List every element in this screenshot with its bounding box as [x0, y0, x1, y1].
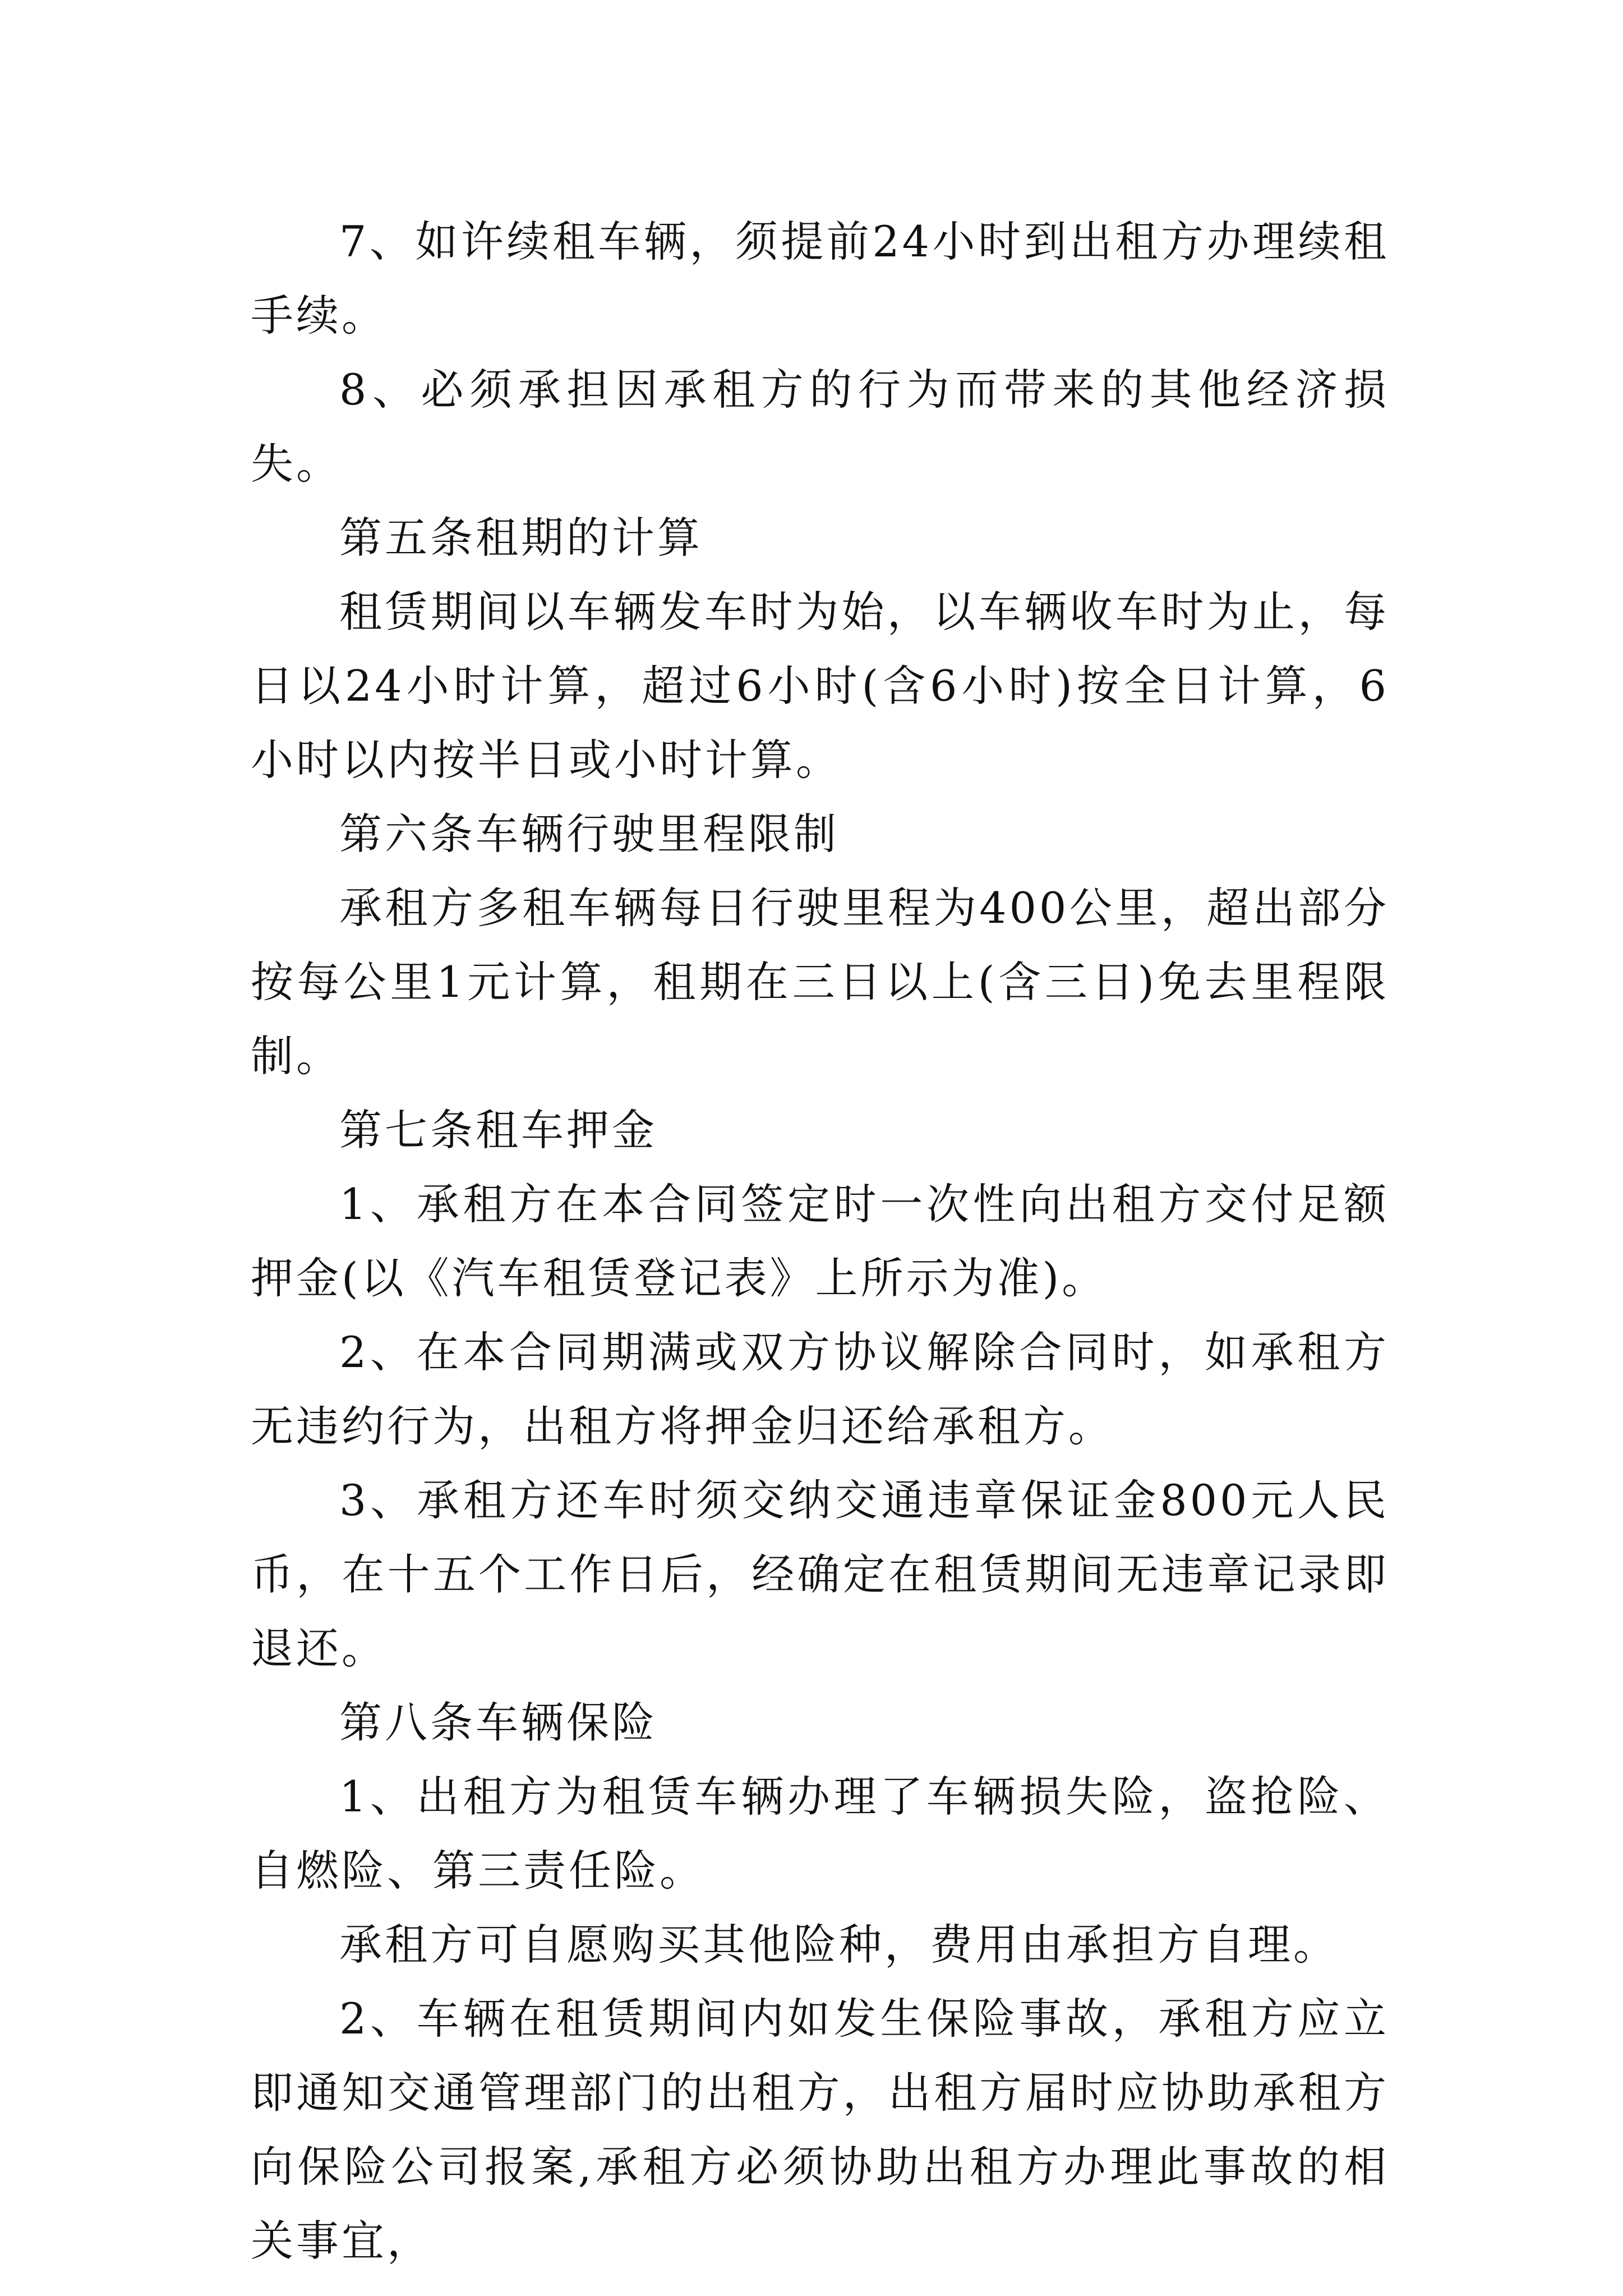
article-5-body: 租赁期间以车辆发车时为始，以车辆收车时为止，每日以24小时计算，超过6小时(含6小时)按全日计算，6小时以内按半日或小时计算。 [251, 587, 1389, 785]
article-8-item-2: 2、车辆在租赁期间内如发生保险事故，承租方应立即通知交通管理部门的出租方，出租方届时应协助承租方向保险公司报案,承租方必须协助出租方办理此事故的相关事宜， [251, 1994, 1389, 2266]
clause-item-8: 8、必须承担因承租方的行为而带来的其他经济损失。 [251, 365, 1389, 489]
article-7-heading: 第七条租车押金 [339, 1105, 657, 1155]
article-8-heading: 第八条车辆保险 [339, 1697, 657, 1747]
article-7-item-2: 2、在本合同期满或双方协议解除合同时，如承租方无违约行为，出租方将押金归还给承租方。 [251, 1327, 1389, 1451]
article-6-heading: 第六条车辆行驶里程限制 [339, 809, 839, 859]
article-7-item-3: 3、承租方还车时须交纳交通违章保证金800元人民币，在十五个工作日后，经确定在租赁期间无违章记录即退还。 [251, 1475, 1389, 1673]
article-6-body: 承租方多租车辆每日行驶里程为400公里，超出部分按每公里1元计算，租期在三日以上(含三日)免去里程限制。 [251, 883, 1389, 1081]
article-7-item-1: 1、承租方在本合同签定时一次性向出租方交付足额押金(以《汽车租赁登记表》上所示为准)。 [251, 1179, 1389, 1303]
article-8-item-1: 1、出租方为租赁车辆办理了车辆损失险，盗抢险、自燃险、第三责任险。 [251, 1772, 1389, 1895]
clause-item-7: 7、如许续租车辆，须提前24小时到出租方办理续租手续。 [251, 217, 1389, 341]
document-body [251, 205, 1389, 2278]
article-8-note: 承租方可自愿购买其他险种，费用由承担方自理。 [339, 1920, 1339, 1970]
article-5-heading: 第五条租期的计算 [339, 513, 703, 563]
